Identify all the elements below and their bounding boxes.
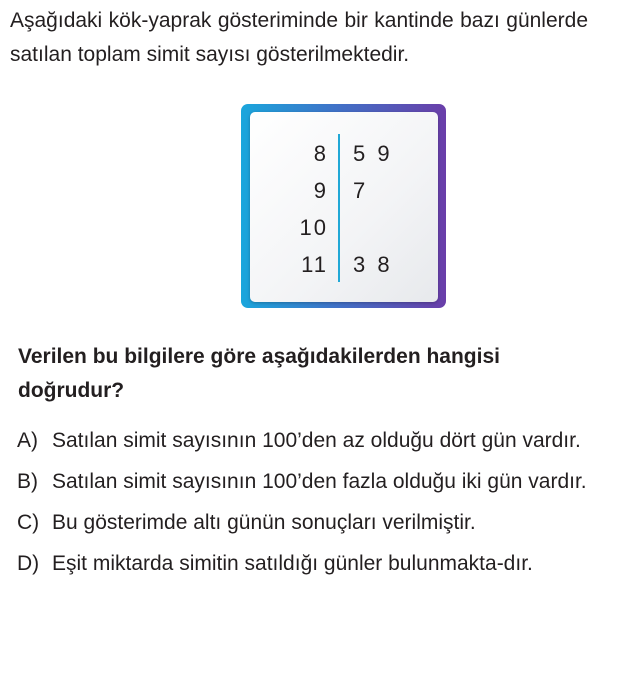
option-d[interactable] [0, 547, 591, 581]
leaf-values: 5 9 [353, 141, 393, 166]
leaf-values: 3 8 [353, 252, 393, 277]
stem-value: 11 [301, 252, 328, 277]
option-text: Bu gösterimde altı günün sonuçları verilmiştir. [52, 511, 476, 534]
question-text: Verilen bu bilgilere göre aşağıdakilerden hangisi doğrudur? [18, 345, 500, 402]
option-text: Satılan simit sayısının 100’den az olduğu dört gün vardır. [52, 429, 581, 452]
stem-leaf-row [250, 136, 438, 172]
stem-leaf-row [250, 210, 438, 246]
stem-value: 8 [313, 141, 328, 166]
stem-leaf-row [250, 173, 438, 209]
option-letter: D) [17, 552, 40, 575]
option-text: Eşit miktarda simitin satıldığı günler bulunmakta-dır. [52, 552, 533, 575]
stem-leaf-card [250, 112, 438, 302]
option-letter: A) [17, 429, 38, 452]
intro-text: Aşağıdaki kök-yaprak gösteriminde bir kantinde bazı günlerde satılan toplam simit sayısı gösterilmektedir. [10, 9, 588, 66]
stem-leaf-row [250, 247, 438, 283]
stem-leaf-figure [241, 104, 446, 308]
stem-value: 10 [299, 215, 328, 240]
option-letter: B) [17, 470, 38, 493]
leaf-values: 7 [353, 178, 369, 203]
option-c[interactable] [0, 506, 591, 540]
option-text: Satılan simit sayısının 100’den fazla olduğu iki gün vardır. [52, 470, 587, 493]
answer-options [0, 424, 637, 588]
stem-value: 9 [313, 178, 328, 203]
option-b[interactable] [0, 465, 591, 499]
option-a[interactable] [0, 424, 591, 458]
option-letter: C) [17, 511, 40, 534]
